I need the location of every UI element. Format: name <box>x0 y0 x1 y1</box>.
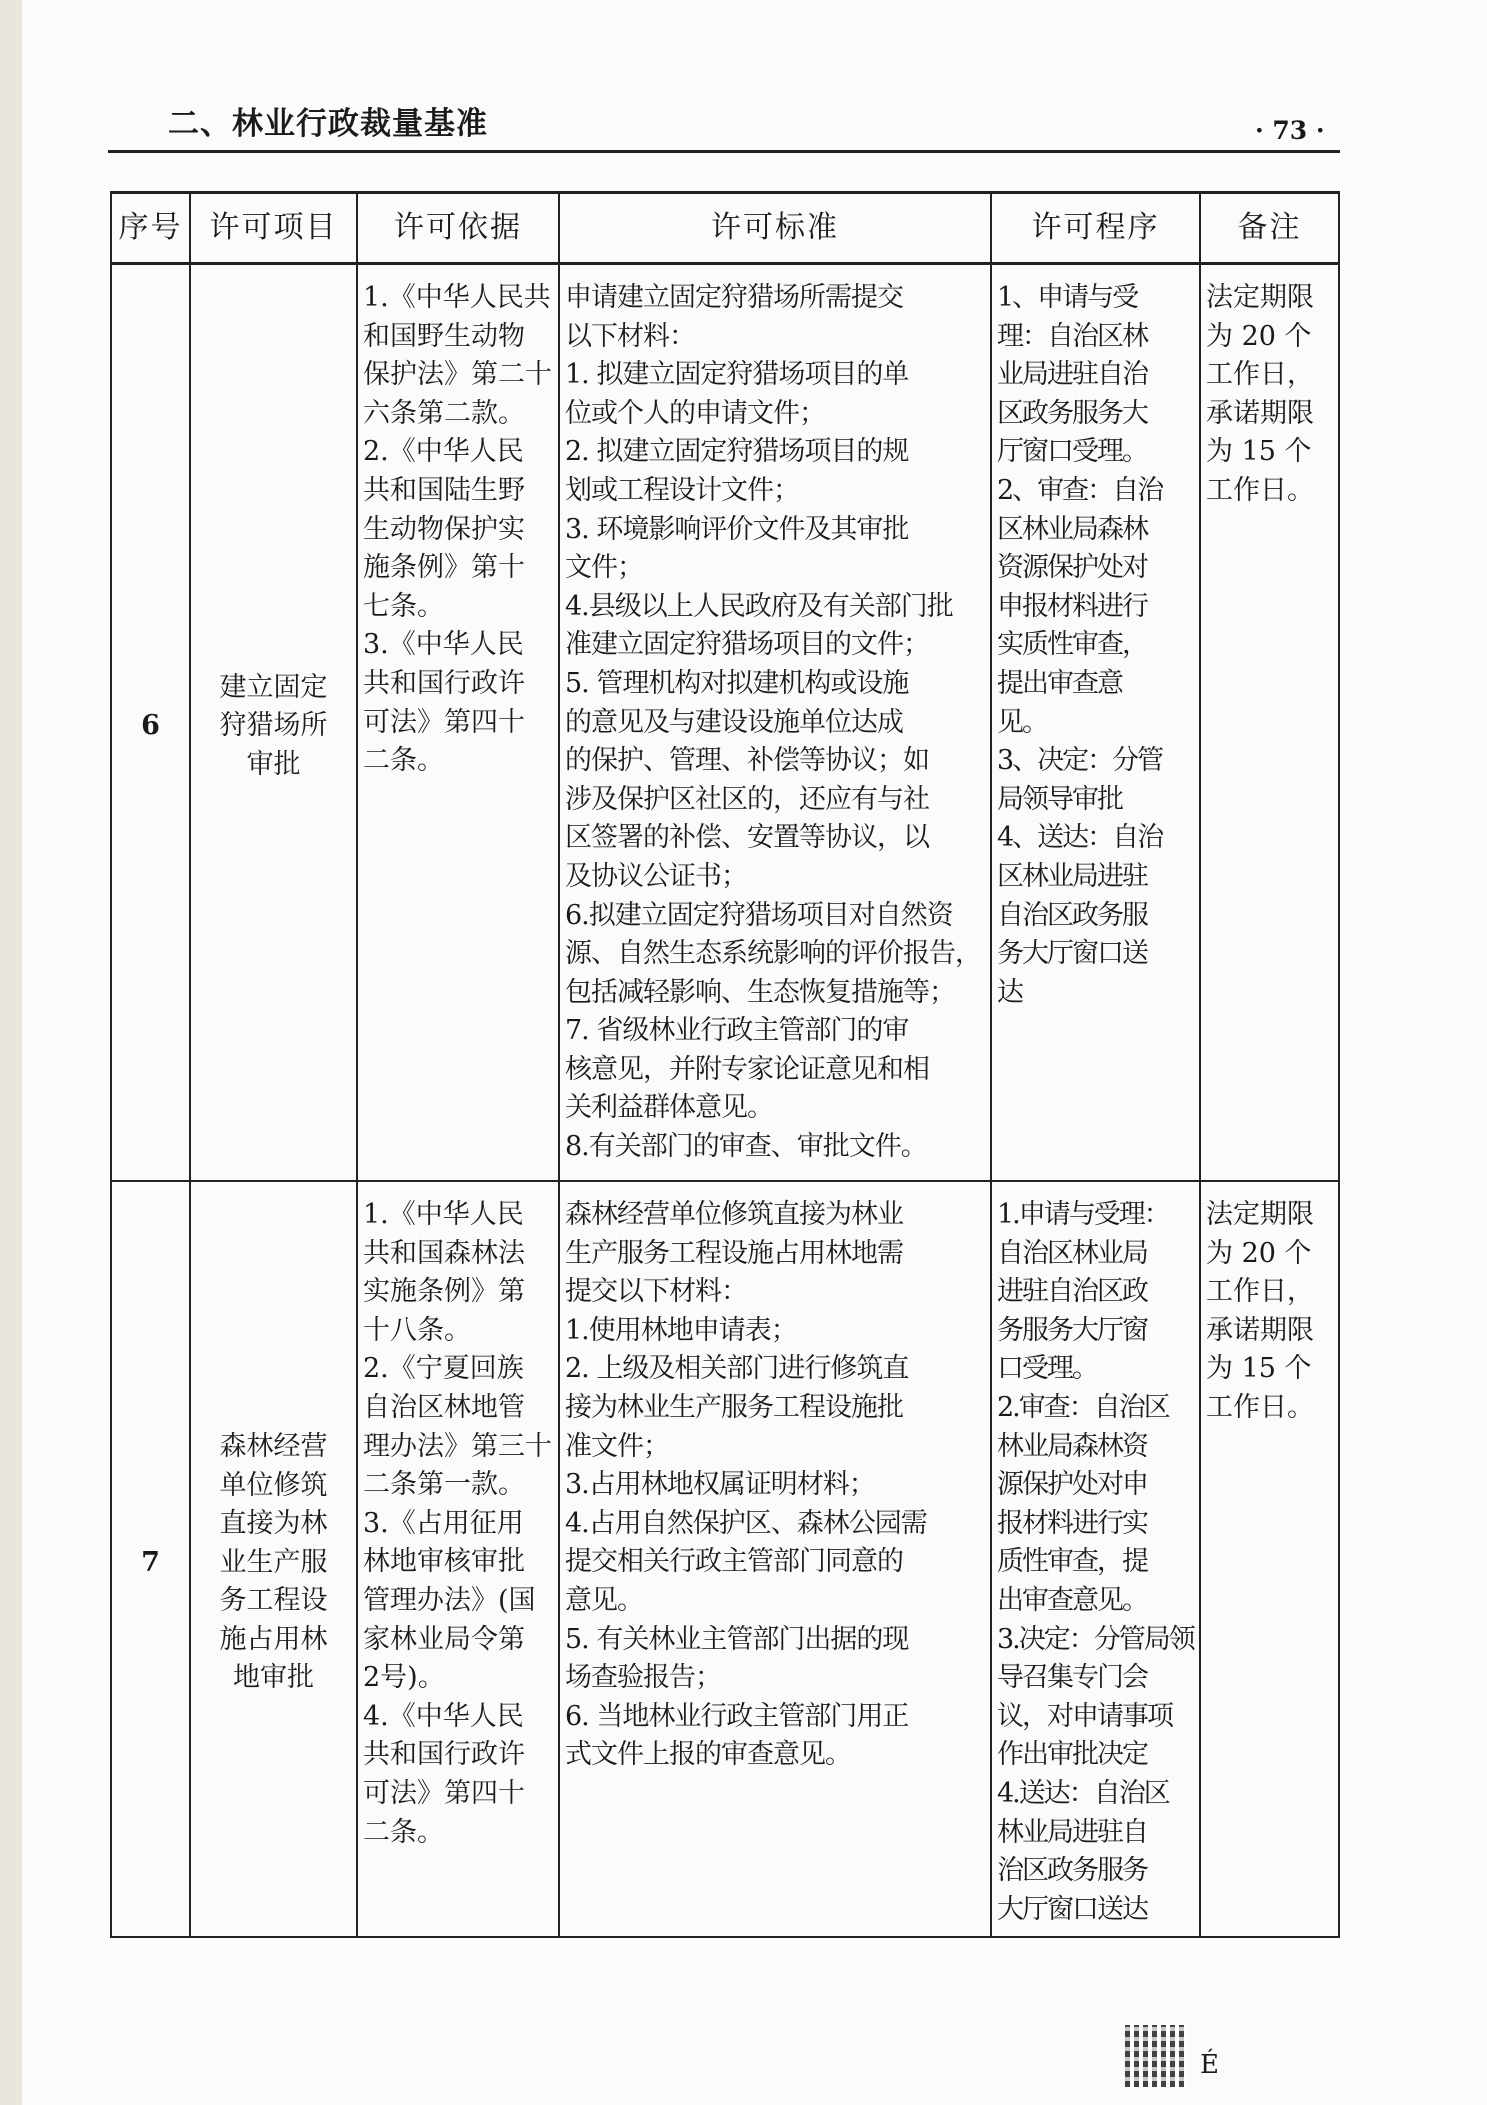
page-edge <box>0 0 22 2105</box>
col-header-no: 序号 <box>111 193 190 264</box>
license-standards-table <box>110 191 1340 1938</box>
cell-basis: 1.《中华人民共 和国野生动物 保护法》第二十 六条第二款。 2.《中华人民 共和国陆生野 生动物保护实 施条例》第十 七条。 3.《中华人民 共和国行政许 可法》第四十 二条。 <box>357 264 559 1182</box>
col-header-basis: 许可依据 <box>357 193 559 264</box>
col-header-standard: 许可标准 <box>559 193 991 264</box>
cell-item: 森林经营 单位修筑 直接为林 业生产服 务工程设 施占用林 地审批 <box>190 1181 357 1937</box>
cell-no: 7 <box>111 1181 190 1937</box>
table-header-row <box>111 193 1339 264</box>
footer-mark: É <box>1200 2050 1219 2080</box>
col-header-note: 备注 <box>1200 193 1339 264</box>
col-header-item: 许可项目 <box>190 193 357 264</box>
running-title: 二、林业行政裁量基准 <box>168 106 488 142</box>
cell-note: 法定期限 为 20 个 工作日， 承诺期限 为 15 个 工作日。 <box>1200 1181 1339 1937</box>
cell-note: 法定期限 为 20 个 工作日， 承诺期限 为 15 个 工作日。 <box>1200 264 1339 1182</box>
cell-standard: 森林经营单位修筑直接为林业 生产服务工程设施占用林地需 提交以下材料： 1.使用林地申请表； 2. 上级及相关部门进行修筑直 接为林业生产服务工程设施批 准文件； 3.占用林地权属证明材料； 4.占用自然保护区、森林公园需 提交相关行政主管部门同意的 意见。 5. 有关林业主管部门出据的现 场查验报告； 6. 当地林业行政主管部门用正 式文件上报的审查意见。 <box>559 1181 991 1937</box>
header-rule <box>108 150 1340 153</box>
table-row <box>111 1181 1339 1937</box>
cell-standard: 申请建立固定狩猎场所需提交 以下材料： 1. 拟建立固定狩猎场项目的单 位或个人的申请文件； 2. 拟建立固定狩猎场项目的规 划或工程设计文件； 3. 环境影响评价文件及其审批 文件； 4.县级以上人民政府及有关部门批 准建立固定狩猎场项目的文件； 5. 管理机构对拟建机构或设施 的意见及与建设设施单位达成 的保护、管理、补偿等协议；如 涉及保护区社区的，还应有与社 区签署的补偿、安置等协议，以 及协议公证书； 6.拟建立固定狩猎场项目对自然资 源、自然生态系统影响的评价报告， 包括减轻影响、生态恢复措施等； 7. 省级林业行政主管部门的审 核意见，并附专家论证意见和相 关利益群体意见。 8.有关部门的审查、审批文件。 <box>559 264 991 1182</box>
cell-procedure: 1、申请与受 理：自治区林 业局进驻自治 区政务服务大 厅窗口受理。 2、审查：自治 区林业局森林 资源保护处对 申报材料进行 实质性审查， 提出审查意 见。 3、决定：分管 局领导审批 4、送达：自治 区林业局进驻 自治区政务服 务大厅窗口送 达 <box>991 264 1200 1182</box>
table-row <box>111 264 1339 1182</box>
cell-no: 6 <box>111 264 190 1182</box>
col-header-procedure: 许可程序 <box>991 193 1200 264</box>
cell-item: 建立固定 狩猎场所 审批 <box>190 264 357 1182</box>
page-number: · 73 · <box>1255 116 1325 145</box>
cell-procedure: 1.申请与受理： 自治区林业局 进驻自治区政 务服务大厅窗 口受理。 2.审查：自治区 林业局森林资 源保护处对申 报材料进行实 质性审查，提 出审查意见。 3.决定：分管局领 导召集专门会 议，对申请事项 作出审批决定 4.送达：自治区 林业局进驻自 治区政务服务 大厅窗口送达 <box>991 1181 1200 1937</box>
cell-basis: 1.《中华人民 共和国森林法 实施条例》第 十八条。 2.《宁夏回族 自治区林地管 理办法》第三十 二条第一款。 3.《占用征用 林地审核审批 管理办法》(国 家林业局令第 2号)。 4.《中华人民 共和国行政许 可法》第四十 二条。 <box>357 1181 559 1937</box>
qr-code-icon <box>1125 2025 1187 2087</box>
